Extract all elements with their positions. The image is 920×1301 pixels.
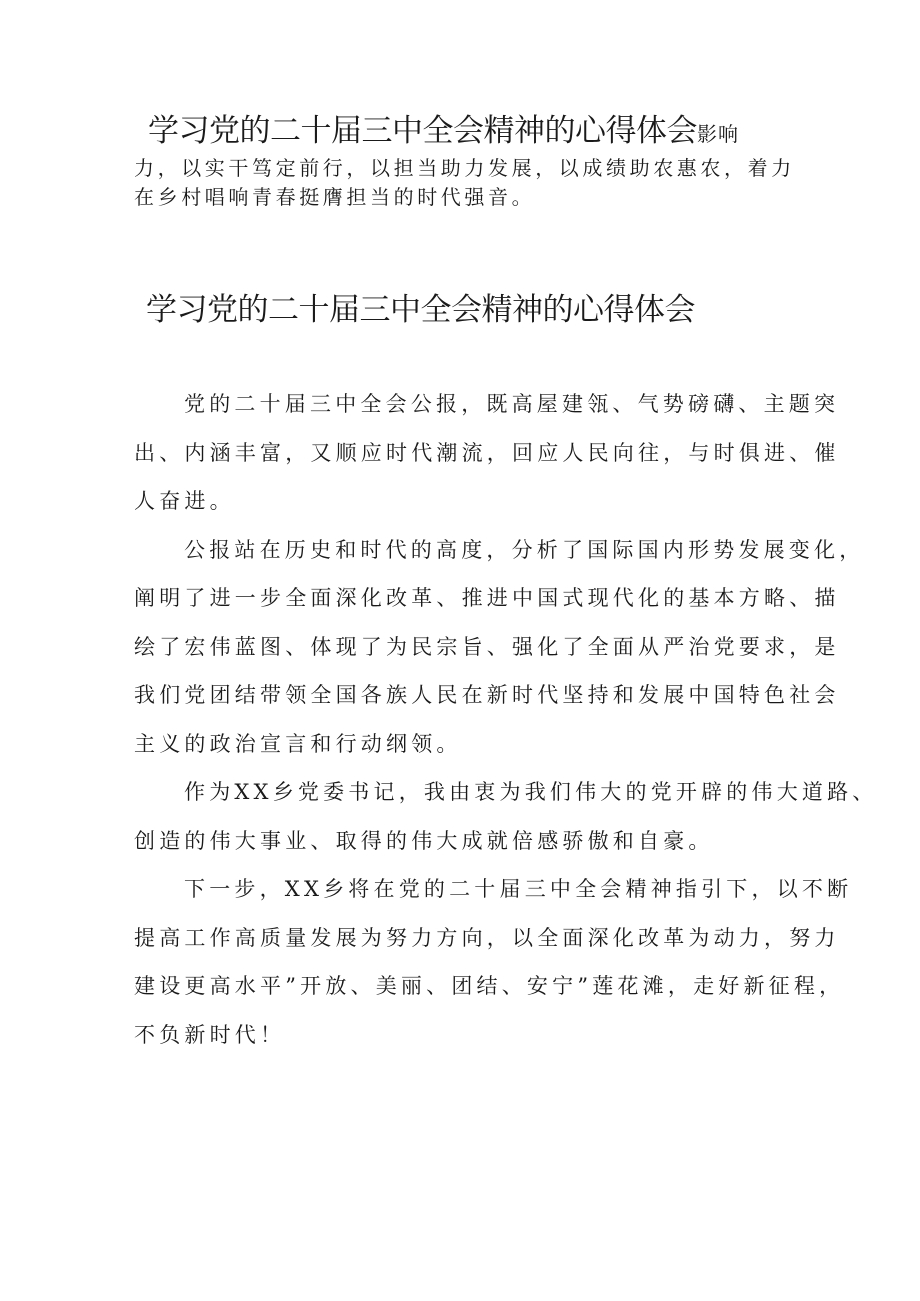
top-excerpt-line-2: 力，以实干笃定前行，以担当助力发展，以成绩助农惠农，着力 bbox=[134, 156, 795, 180]
paragraph-4 bbox=[134, 865, 853, 1059]
text-line: 下一步，XX乡将在党的二十届三中全会精神指引下，以不断 bbox=[184, 877, 853, 901]
page-title: 学习党的二十届三中全会精神的心得体会 bbox=[146, 292, 695, 328]
paragraph-1 bbox=[134, 380, 840, 526]
text-line: 党的二十届三中全会公报，既高屋建瓴、气势磅礴、主题突 bbox=[184, 392, 840, 416]
text-line: 绘了宏伟蓝图、体现了为民宗旨、强化了全面从严治党要求，是 bbox=[134, 634, 840, 659]
text-line: 阐明了进一步全面深化改革、推进中国式现代化的基本方略、描 bbox=[134, 586, 840, 610]
top-title: 学习党的二十届三中全会精神的心得体会 bbox=[148, 113, 697, 149]
paragraph-3 bbox=[134, 768, 878, 865]
top-excerpt bbox=[134, 108, 814, 212]
top-excerpt-line-3: 在乡村唱响青春挺膺担当的时代强音。 bbox=[134, 185, 536, 209]
text-line: 出、内涵丰富，又顺应时代潮流，回应人民向往，与时俱进、催 bbox=[134, 440, 840, 465]
text-line: 提高工作高质量发展为努力方向，以全面深化改革为动力，努力 bbox=[134, 925, 840, 950]
top-excerpt-line-1 bbox=[134, 108, 814, 154]
text-line: 建设更高水平”开放、美丽、团结、安宁”莲花滩，走好新征程， bbox=[134, 974, 845, 998]
article-body bbox=[134, 380, 878, 1059]
text-line: 作为XX乡党委书记，我由衷为我们伟大的党开辟的伟大道路、 bbox=[184, 780, 878, 804]
top-excerpt-tail: 影响 bbox=[697, 122, 739, 146]
text-line: 公报站在历史和时代的高度，分析了国际国内形势发展变化， bbox=[184, 537, 865, 562]
text-line: 主义的政治宣言和行动纲领。 bbox=[134, 731, 462, 756]
text-line: 不负新时代！ bbox=[134, 1022, 286, 1047]
paragraph-2 bbox=[134, 526, 865, 769]
text-line: 我们党团结带领全国各族人民在新时代坚持和发展中国特色社会 bbox=[134, 683, 840, 707]
text-line: 人奋进。 bbox=[134, 489, 235, 513]
text-line: 创造的伟大事业、取得的伟大成就倍感骄傲和自豪。 bbox=[134, 828, 714, 853]
